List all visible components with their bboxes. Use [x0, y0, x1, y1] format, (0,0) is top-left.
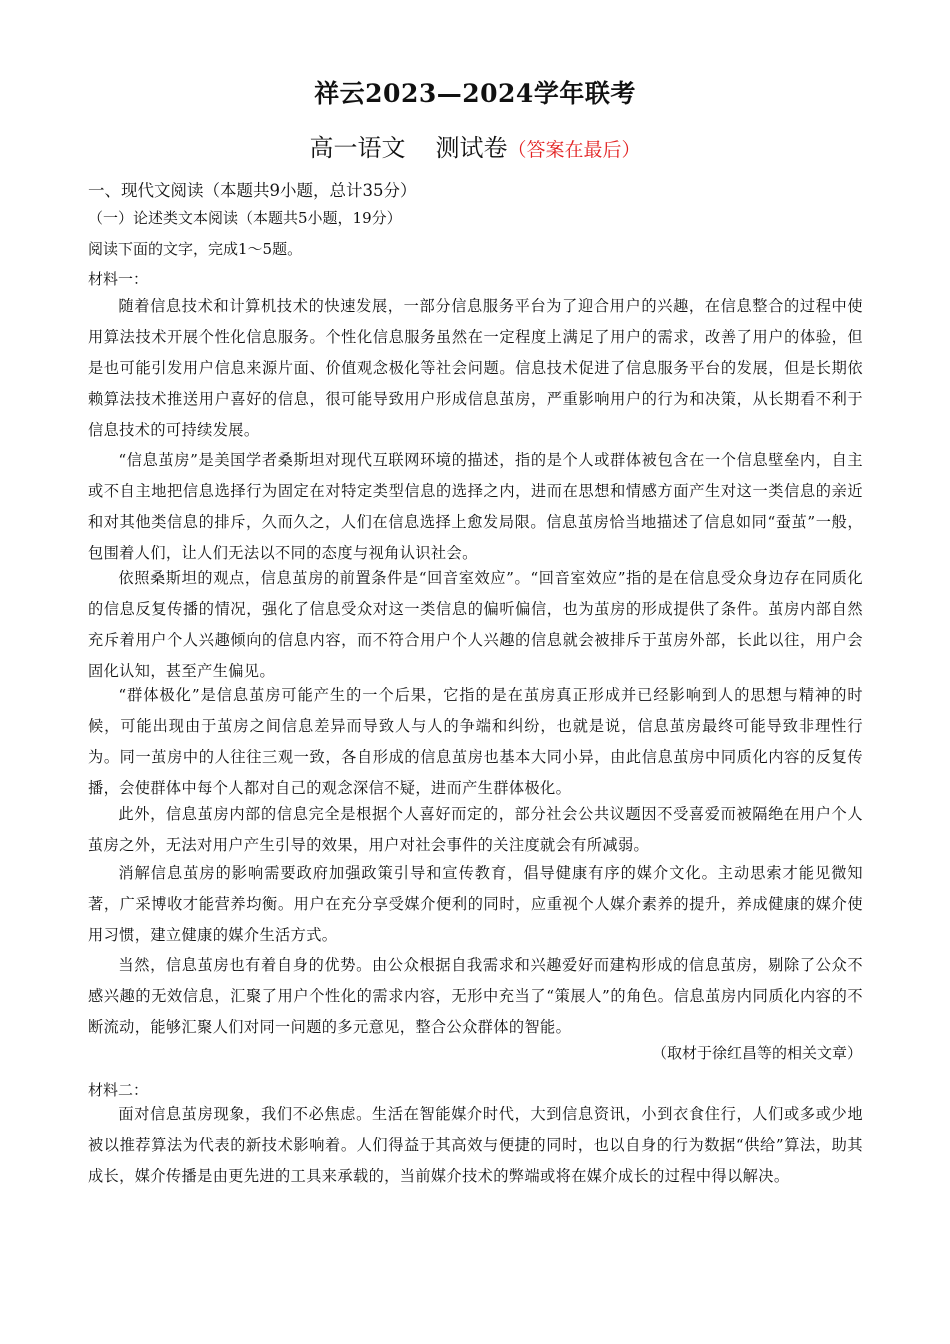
reading-instruction: 阅读下面的文字，完成1～5题。: [88, 240, 303, 258]
material-one-paragraph: 当然，信息茧房也有着自身的优势。由公众根据自我需求和兴趣爱好而建构形成的信息茧房，剔除了公众不感兴趣的无效信息，汇聚了用户个性化的需求内容，无形中充当了“策展人”的角色。信息茧房内同质化内容的不断流动，能够汇聚人们对同一问题的多元意见，整合公众群体的智能。: [88, 956, 863, 1037]
material-one-paragraph: “信息茧房”是美国学者桑斯坦对现代互联网环境的描述，指的是个人或群体被包含在一个信息壁垒内，自主或不自主地把信息选择行为固定在对特定类型信息的选择之内，进而在思想和情感方面产生对这一类信息的亲近和对其他类信息的排斥，久而久之，人们在信息选择上愈发局限。信息茧房恰当地描述了信息如同“蚕茧”一般，包围着人们，让人们无法以不同的态度与视角认识社会。: [88, 451, 863, 563]
material-one-paragraph: 依照桑斯坦的观点，信息茧房的前置条件是“回音室效应”。“回音室效应”指的是在信息受众身边存在同质化的信息反复传播的情况，强化了信息受众对这一类信息的偏听偏信，也为茧房的形成提供了条件。茧房内部自然充斥着用户个人兴趣倾向的信息内容，而不符合用户个人兴趣的信息就会被排斥于茧房外部，长此以往，用户会固化认知，甚至产生偏见。: [88, 569, 863, 681]
material-one-source: （取材于徐红昌等的相关文章）: [651, 1044, 862, 1062]
material-two-paragraph: 面对信息茧房现象，我们不必焦虑。生活在智能媒介时代，大到信息资讯，小到衣食住行，人们或多或少地被以推荐算法为代表的新技术影响着。人们得益于其高效与便捷的同时，也以自身的行为数据“供给”算法，助其成长，媒介传播是由更先进的工具来承载的，当前媒介技术的弊端或将在媒介成长的过程中得以解决。: [88, 1105, 863, 1186]
answer-note: （答案在最后）: [507, 139, 641, 161]
material-one-paragraph: “群体极化”是信息茧房可能产生的一个后果，它指的是在茧房真正形成并已经影响到人的思想与精神的时候，可能出现由于茧房之间信息差异而导致人与人的争端和纠纷，也就是说，信息茧房最终可能导致非理性行为。同一茧房中的人往往三观一致，各自形成的信息茧房也基本大同小异，由此信息茧房中同质化内容的反复传播，会使群体中每个人都对自己的观念深信不疑，进而产生群体极化。: [88, 686, 863, 798]
material-one-label: 材料一：: [88, 270, 149, 288]
material-two-label: 材料二：: [88, 1081, 149, 1099]
material-one-paragraph: 消解信息茧房的影响需要政府加强政策引导和宣传教育，倡导健康有序的媒介文化。主动思索才能见微知著，广采博收才能营养均衡。用户在充分享受媒介便利的同时，应重视个人媒介素养的提升，养成健康的媒介使用习惯，建立健康的媒介生活方式。: [88, 864, 863, 945]
material-one-paragraph: 随着信息技术和计算机技术的快速发展，一部分信息服务平台为了迎合用户的兴趣，在信息整合的过程中使用算法技术开展个性化信息服务。个性化信息服务虽然在一定程度上满足了用户的需求，改善了用户的体验，但是也可能引发用户信息来源片面、价值观念极化等社会问题。信息技术促进了信息服务平台的发展，但是长期依赖算法技术推送用户喜好的信息，很可能导致用户形成信息茧房，严重影响用户的行为和决策，从长期看不利于信息技术的可持续发展。: [88, 297, 863, 440]
material-one-paragraph: 此外，信息茧房内部的信息完全是根据个人喜好而定的，部分社会公共议题因不受喜爱而被隔绝在用户个人茧房之外，无法对用户产生引导的效果，用户对社会事件的关注度就会有所减弱。: [88, 805, 863, 855]
exam-title: 祥云2023—2024学年联考: [314, 79, 636, 108]
exam-subtitle: [0, 128, 950, 163]
sub-section-heading: （一）论述类文本阅读（本题共5小题，19分）: [88, 209, 402, 227]
section-heading: 一、现代文阅读（本题共9小题，总计35分）: [88, 181, 417, 200]
paper-label: 测试卷: [435, 134, 508, 162]
subject-label: 高一语文: [309, 134, 406, 162]
